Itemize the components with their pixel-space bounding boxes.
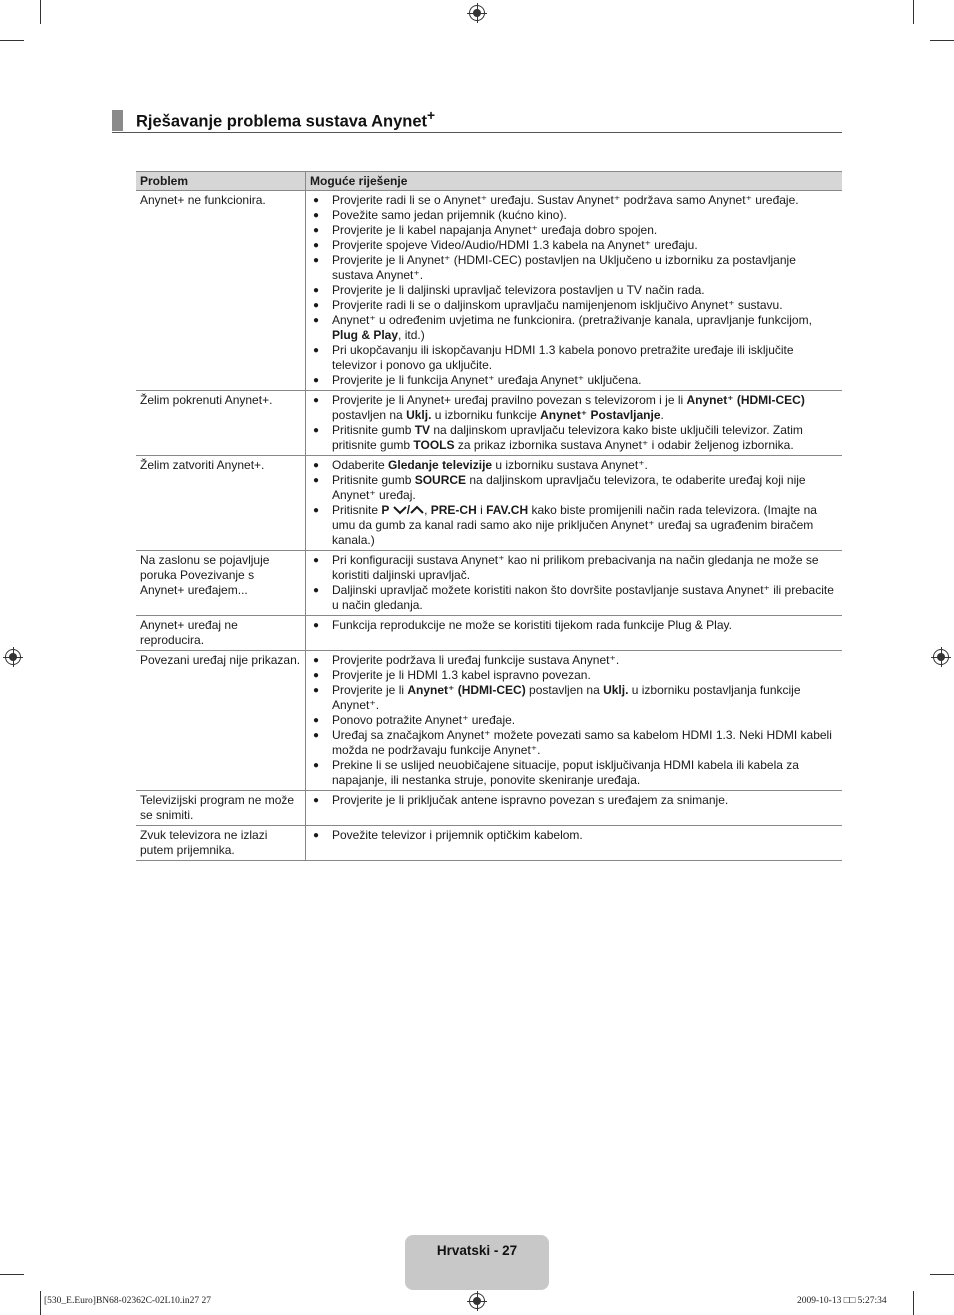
problem-cell: Anynet+ ne funkcionira. xyxy=(136,191,306,391)
print-info-right: 2009-10-13 □□ 5:27:34 xyxy=(797,1296,887,1306)
solution-cell xyxy=(306,791,843,826)
list-item: ● Provjerite radi li se o Anynet⁺ uređaju. Sustav Anynet⁺ podržava samo Anynet⁺ uređaje. xyxy=(310,193,838,208)
solution-cell xyxy=(306,826,843,861)
problem-cell: Želim zatvoriti Anynet+. xyxy=(136,456,306,551)
list-item: ● Provjerite je li kabel napajanja Anynet⁺ uređaja dobro spojen. xyxy=(310,223,838,238)
crop-mark xyxy=(40,0,41,24)
print-info-left: [530_E.Euro]BN68-02362C-02L10.in27 27 xyxy=(44,1296,212,1306)
solution-cell xyxy=(306,551,843,616)
list-item: ● Provjerite podržava li uređaj funkcije sustava Anynet⁺. xyxy=(310,653,838,668)
list-item: ● Provjerite je li daljinski upravljač televizora postavljen u TV način rada. xyxy=(310,283,838,298)
registration-mark-icon xyxy=(933,649,949,665)
crop-mark xyxy=(930,1274,954,1275)
table-row xyxy=(136,456,842,551)
list-item: ● Prekine li se uslijed neuobičajene situacije, poput isključivanja HDMI kabela ili kabela za napajanje, ili nestanka struje, ponovite skeniranje uređaja. xyxy=(310,758,838,788)
list-item: ● Pritisnite P / , PRE-CH i FAV.CH kako biste promijenili način rada televizora. (Imajte na umu da gumb za kanal radi samo ako nije priključen Anynet⁺ uređaj sa ugrađenim biračem kanala.) xyxy=(310,503,838,548)
registration-mark-icon xyxy=(469,1293,485,1309)
list-item: ● Povežite televizor i prijemnik optičkim kabelom. xyxy=(310,828,838,843)
table-row xyxy=(136,191,842,391)
list-item: ● Pri ukopčavanju ili iskopčavanju HDMI 1.3 kabela ponovo pretražite uređaje ili isključite televizor i ponovo ga uključite. xyxy=(310,343,838,373)
header-solution: Moguće riješenje xyxy=(306,172,843,191)
solution-cell xyxy=(306,456,843,551)
solution-cell xyxy=(306,391,843,456)
crop-mark xyxy=(40,1291,41,1315)
registration-mark-icon xyxy=(5,649,21,665)
list-item: ● Provjerite je li HDMI 1.3 kabel ispravno povezan. xyxy=(310,668,838,683)
list-item: ● Uređaj sa značajkom Anynet⁺ možete povezati samo sa kabelom HDMI 1.3. Neki HDMI kabeli možda ne podržavaju funkcije Anynet⁺. xyxy=(310,728,838,758)
list-item: ● Funkcija reprodukcije ne može se koristiti tijekom rada funkcije Plug & Play. xyxy=(310,618,838,633)
crop-mark xyxy=(913,1291,914,1315)
crop-mark xyxy=(0,40,24,41)
table-row xyxy=(136,391,842,456)
list-item: ● Provjerite je li priključak antene ispravno povezan s uređajem za snimanje. xyxy=(310,793,838,808)
crop-mark xyxy=(913,0,914,24)
list-item: ● Povežite samo jedan prijemnik (kućno kino). xyxy=(310,208,838,223)
heading-bar xyxy=(112,110,123,131)
page-number-tab xyxy=(405,1235,549,1290)
chevron-down-icon xyxy=(393,505,407,515)
list-item: ● Provjerite je li funkcija Anynet⁺ uređaja Anynet⁺ uključena. xyxy=(310,373,838,388)
list-item: ● Odaberite Gledanje televizije u izborniku sustava Anynet⁺. xyxy=(310,458,838,473)
problem-cell: Zvuk televizora ne izlazi putem prijemnika. xyxy=(136,826,306,861)
list-item: ● Anynet⁺ u određenim uvjetima ne funkcionira. (pretraživanje kanala, upravljanje funkcijom, Plug & Play, itd.) xyxy=(310,313,838,343)
solution-cell xyxy=(306,191,843,391)
crop-mark xyxy=(0,1274,24,1275)
table-row xyxy=(136,826,842,861)
page-number: Hrvatski - 27 xyxy=(436,1243,518,1258)
troubleshooting-table xyxy=(136,171,842,861)
title-superscript: + xyxy=(427,108,436,123)
list-item: ● Provjerite je li Anynet⁺ (HDMI-CEC) postavljen na Uklj. u izborniku postavljanja funkcije Anynet⁺. xyxy=(310,683,838,713)
table-row xyxy=(136,551,842,616)
list-item: ● Provjerite radi li se o daljinskom upravljaču namijenjenom isključivo Anynet⁺ sustavu. xyxy=(310,298,838,313)
crop-mark xyxy=(930,40,954,41)
list-item: ● Ponovo potražite Anynet⁺ uređaje. xyxy=(310,713,838,728)
problem-cell: Na zaslonu se pojavljuje poruka Povezivanje s Anynet+ uređajem... xyxy=(136,551,306,616)
page-title xyxy=(136,108,435,132)
problem-cell: Televizijski program ne može se snimiti. xyxy=(136,791,306,826)
problem-cell: Želim pokrenuti Anynet+. xyxy=(136,391,306,456)
list-item: ● Pri konfiguraciji sustava Anynet⁺ kao ni prilikom prebacivanja na način gledanja ne može se koristiti daljinski upravljač. xyxy=(310,553,838,583)
solution-cell xyxy=(306,616,843,651)
chevron-up-icon xyxy=(410,505,424,515)
table-row xyxy=(136,616,842,651)
table-row xyxy=(136,791,842,826)
page-title-text: Rješavanje problema sustava Anynet xyxy=(136,112,428,131)
registration-mark-icon xyxy=(469,5,485,21)
section-heading xyxy=(112,108,842,133)
list-item: ● Provjerite je li Anynet+ uređaj pravilno povezan s televizorom i je li Anynet⁺ (HDMI-CEC) postavljen na Uklj. u izborniku funkcije Anynet⁺ Postavljanje. xyxy=(310,393,838,423)
list-item: ● Pritisnite gumb SOURCE na daljinskom upravljaču televizora, te odaberite uređaj koji nije Anynet⁺ uređaj. xyxy=(310,473,838,503)
table-header-row xyxy=(136,172,842,191)
list-item: ● Provjerite spojeve Video/Audio/HDMI 1.3 kabela na Anynet⁺ uređaju. xyxy=(310,238,838,253)
problem-cell: Povezani uređaj nije prikazan. xyxy=(136,651,306,791)
header-problem: Problem xyxy=(136,172,306,191)
solution-cell xyxy=(306,651,843,791)
list-item: ● Daljinski upravljač možete koristiti nakon što dovršite postavljanje sustava Anynet⁺ ili prebacite u način gledanja. xyxy=(310,583,838,613)
table-row xyxy=(136,651,842,791)
list-item: ● Provjerite je li Anynet⁺ (HDMI-CEC) postavljen na Uključeno u izborniku za postavljanje sustava Anynet⁺. xyxy=(310,253,838,283)
problem-cell: Anynet+ uređaj ne reproducira. xyxy=(136,616,306,651)
list-item: ● Pritisnite gumb TV na daljinskom upravljaču televizora kako biste uključili televizor. Zatim pritisnite gumb TOOLS za prikaz izbornika sustava Anynet⁺ i odabir željenog izbornika. xyxy=(310,423,838,453)
